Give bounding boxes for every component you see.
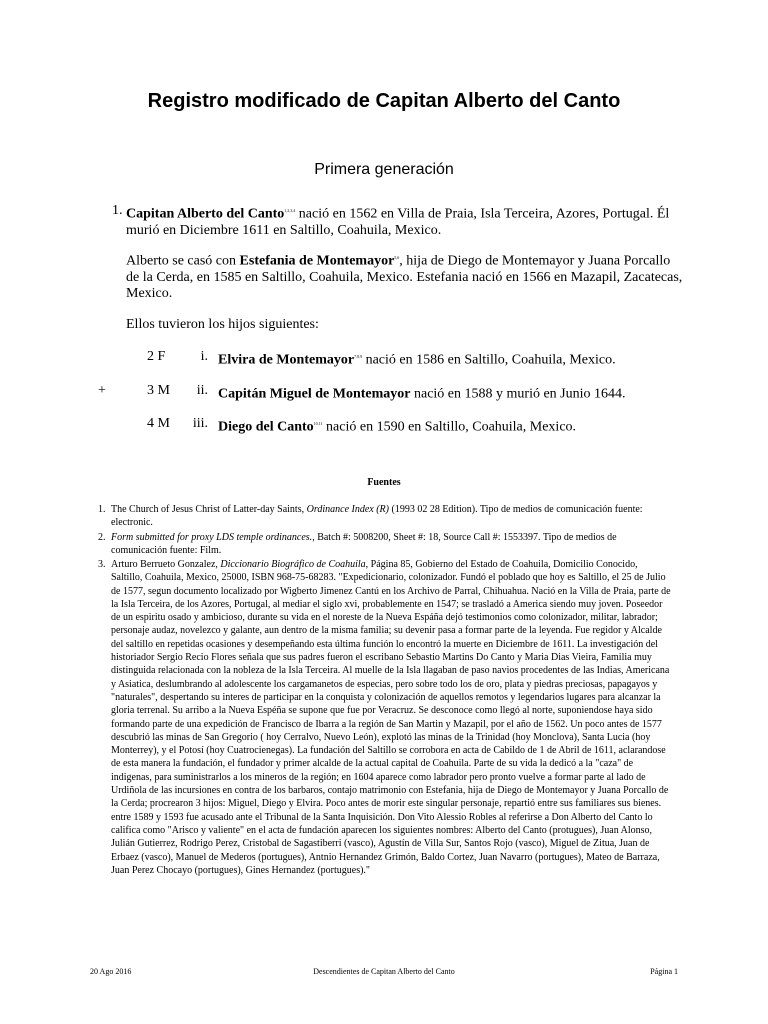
source-number: 3.	[98, 559, 106, 570]
footer-title: Descendientes de Capitan Alberto del Canto	[313, 967, 455, 976]
source-item	[111, 531, 671, 557]
source-author: Arturo Berrueto Gonzalez,	[111, 559, 221, 570]
spouse-intro: Alberto se casó con	[126, 253, 240, 269]
footnote-refs: 10,11	[313, 421, 323, 426]
spouse-detail-line: de la Cerda, en 1585 en Saltillo, Coahuila, Mexico. Estefania nació en 1566 en Mazapil, Zacatecas,	[126, 269, 683, 285]
source-number: 1.	[98, 504, 106, 515]
sources-heading: Fuentes	[367, 477, 401, 488]
child-name: Diego del Canto	[218, 419, 314, 435]
child-number: 2 F	[147, 349, 166, 364]
child-number: 3 M	[147, 383, 170, 398]
child-text	[218, 416, 576, 436]
child-detail: nació en 1586 en Saltillo, Coahuila, Mexico.	[362, 352, 616, 368]
child-roman-index: iii.	[192, 416, 208, 431]
entry-main-paragraph	[126, 203, 686, 239]
child-text	[218, 383, 626, 403]
child-name: Capitán Miguel de Montemayor	[218, 386, 411, 402]
spouse-paragraph	[126, 250, 686, 302]
spouse-detail-line: Mexico.	[126, 285, 173, 301]
child-roman-index: i.	[200, 349, 208, 364]
child-detail: nació en 1590 en Saltillo, Coahuila, Mexico.	[322, 419, 577, 435]
footnote-refs: 7,8,9	[354, 354, 363, 359]
generation-heading: Primera generación	[314, 161, 454, 178]
source-number: 2.	[98, 532, 106, 543]
page-title: Registro modificado de Capitan Alberto del Canto	[147, 90, 621, 112]
source-author: The Church of Jesus Christ of Latter-day Saints,	[111, 504, 307, 515]
person-name: Capitan Alberto del Canto	[126, 206, 285, 222]
children-intro: Ellos tuvieron los hijos siguientes:	[126, 317, 319, 332]
child-number: 4 M	[147, 416, 170, 431]
descendant-marker: +	[98, 383, 106, 398]
death-text: murió en Diciembre 1611 en Saltillo, Coahuila, Mexico.	[126, 222, 442, 238]
child-name: Elvira de Montemayor	[218, 352, 355, 368]
source-detail: , Batch #: 5008200, Sheet #: 18, Source Call #: 1553397. Tipo de medios de comunicación fuente: Film.	[111, 532, 617, 556]
source-detail: (1993 02 28 Edition). Tipo de medios de comunicación fuente: electronic.	[111, 504, 643, 528]
footnote-refs: 1,2,3,4	[284, 208, 296, 213]
source-title: Form submitted for proxy LDS temple ordinances.	[111, 532, 313, 543]
spouse-name: Estefania de Montemayor	[239, 253, 395, 269]
footnote-refs: 5,6	[394, 255, 400, 260]
child-detail: nació en 1588 y murió en Junio 1644.	[410, 386, 626, 402]
source-detail: , Página 85, Gobierno del Estado de Coahuila, Domicilio Conocido, Saltillo, Coahuila, Mexico, 25000, ISBN 968-75-68283. "Expedicionario, colonizador. Fundó el poblado que hoy es Saltillo, el 25 de Julio de 1577, segun documento localizado por Wigberto Jimenez Cantú en los Archivo de Parral, Chihuahua. Nació en la Villa de Praia, parte de la Isla Terceira, de los Azores, Portugal, al mediar el siglo xvi, probablemente en 1547; se trasladó a America siendo muy joven. Poseedor de un espiritu osado y ambicioso, durante su vida en el noreste de la Nueva Espáña dejó testimonios como colonizador, militar, labrador; personaje audaz, novelezco y galante, aun dentro de la misma familia; su devenir pasa a formar parte de la leyenda. Fue regidor y Alcalde del saltillo en repetidas ocasiones y desempeñando esta última función lo encontró la muerte en Diciembre de 1611. La investigación del historiador Sergio Recio Flores señala que sus padres fueron el escribano Sebastio Martins Do Canto y Maria Dias Vieira, Familia muy distinguida relacionada con la nobleza de la Isla Terceira. Al muelle de la Isla llagaban de paso navios procedentes de las Indias, Americana y Asiatica, deslumbrando al adolescente los cargamanetos de especias, pero sobre todo los de oro, plata y piedras preciosas, papagayos y "naturales", despertando su interes de participar en la conquista y colonización de aquellos remotos y legendarios lugares para alcanzar la gloria terrenal. Su arribo a la Nueva Espéña se supone que fue por Veracruz. Se desconoce como llegó al norte, suponiendose haya sido formando parte de una expedición de Francisco de Ibarra a la región de San Martin y Mazapil, por el año de 1562. Un poco antes de 1577 descubrió las minas de San Gregorio ( hoy Cerralvo, Nuevo León), explotó las minas de la Trinidad (hoy Monclova), Santa Lucia (hoy Monterrey), y el Potosí (hoy Cuatrocienegas). La fundación del Saltillo se corrobora en acta de Cabildo de 1 de Abril de 1611, aclarandose de esta manera la fundación, el fundador y primer alcalde de la actual capital de Coahuila. Parte de su vida la dedicó a la "caza" de indigenas, para suministrarlos a los mineros de la región; en 1604 aparece como labrador pero pronto vuelve a formar parte al lado de Urdiñola de las incursiones en contra de los barbaros, contajo matrimonio con Estefania, hija de Diego de Montemayor y Juana Porcallo de la Cerda; procrearon 3 hijos: Miguel, Diego y Elvira. Poco antes de morir este singular personaje, repartió entre sus familiares sus bienes. entre 1589 y 1593 fue acusado ante el Tribunal de la Santa Inquisición. Don Vito Alessio Robles al referirse a Don Alberto del Canto lo califica como "Arisco y valiente" en el acta de fundación aparecen los siguientes nombres: Alberto del Canto (protugues), Juan Alonso, Julián Gutierrez, Rodrigo Perez, Cristobal de Sagastiberri (vasco), Agustín de Villa Sur, Santos Rojo (vasco), Miguel de Zitua, Juan de Erbaez (vasco), Manuel de Mederos (portugues), Antnio Hernandez Grimón, Baldo Cortez, Juan Navarro (portugues), Mateo de Barraza, Juan Perez Chocayo (portugues), Gines Hernandez (portugues)."	[111, 559, 671, 876]
source-item	[111, 503, 671, 529]
spouse-parents: , hija de Diego de Montemayor y Juana Porcallo	[399, 253, 671, 269]
footer-date: 20 Ago 2016	[90, 967, 132, 976]
entry-number: 1.	[112, 203, 123, 218]
source-item	[111, 558, 671, 877]
child-roman-index: ii.	[196, 383, 208, 398]
source-title: Ordinance Index (R)	[306, 504, 389, 515]
child-text	[218, 349, 616, 369]
source-title: Diccionario Biográfico de Coahuila	[220, 559, 366, 570]
footer-page-number: Página 1	[650, 967, 678, 976]
birth-text: nació en 1562 en Villa de Praia, Isla Terceira, Azores, Portugal. Él	[295, 206, 670, 222]
